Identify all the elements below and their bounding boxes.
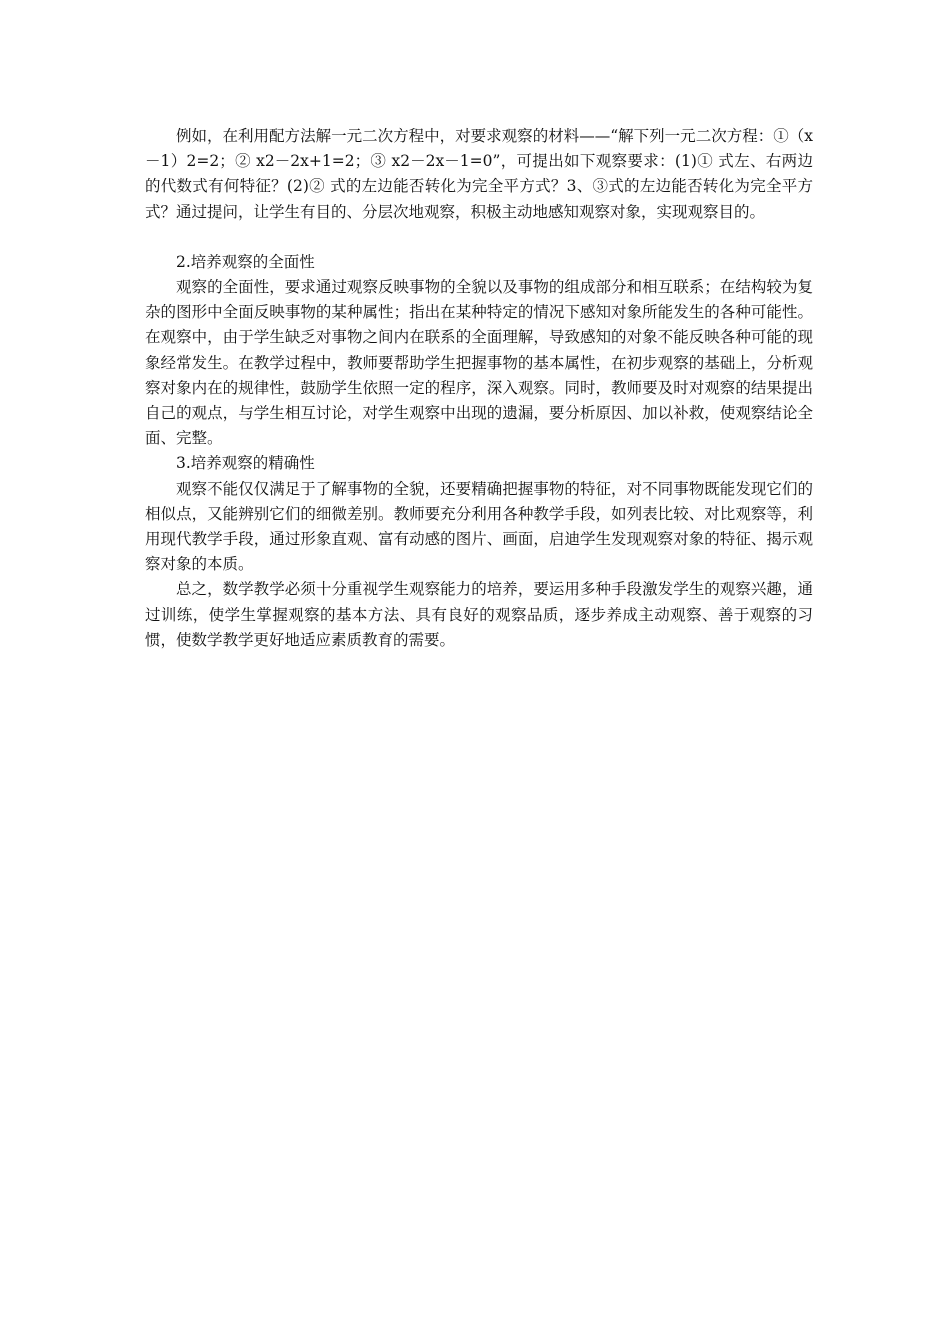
example-paragraph: 例如，在利用配方法解一元二次方程中，对要求观察的材料——“解下列一元二次方程：①（x－1）2=2；② x2－2x+1=2；③ x2－2x－1=0”，可提出如下观察要求：(1)① 式左、右两边的代数式有何特征？(2)② 式的左边能否转化为完全平方式？3、③式的左边能否转化为完全平方式？通过提问，让学生有目的、分层次地观察，积极主动地感知观察对象，实现观察目的。 bbox=[145, 127, 813, 221]
document-body bbox=[145, 124, 813, 653]
section-heading-accuracy: 3.培养观察的精确性 bbox=[176, 454, 315, 473]
section-heading-comprehensiveness: 2.培养观察的全面性 bbox=[176, 252, 315, 271]
comprehensiveness-paragraph: 观察的全面性，要求通过观察反映事物的全貌以及事物的组成部分和相互联系；在结构较为复杂的图形中全面反映事物的某种属性；指出在某种特定的情况下感知对象所能发生的各种可能性。在观察中，由于学生缺乏对事物之间内在联系的全面理解，导致感知的对象不能反映各种可能的现象经常发生。在教学过程中，教师要帮助学生把握事物的基本属性，在初步观察的基础上，分析观察对象内在的规律性，鼓励学生依照一定的程序，深入观察。同时，教师要及时对观察的结果提出自己的观点，与学生相互讨论，对学生观察中出现的遗漏，要分析原因、加以补救，使观察结论全面、完整。 bbox=[145, 278, 813, 448]
conclusion-paragraph: 总之，数学教学必须十分重视学生观察能力的培养，要运用多种手段激发学生的观察兴趣，通过训练，使学生掌握观察的基本方法、具有良好的观察品质，逐步养成主动观察、善于观察的习惯，使数学教学更好地适应素质教育的需要。 bbox=[145, 580, 813, 649]
paragraph-gap bbox=[145, 225, 813, 250]
accuracy-paragraph: 观察不能仅仅满足于了解事物的全貌，还要精确把握事物的特征，对不同事物既能发现它们的相似点，又能辨别它们的细微差别。教师要充分利用各种教学手段，如列表比较、对比观察等，利用现代教学手段，通过形象直观、富有动感的图片、画面，启迪学生发现观察对象的特征、揭示观察对象的本质。 bbox=[145, 479, 813, 574]
